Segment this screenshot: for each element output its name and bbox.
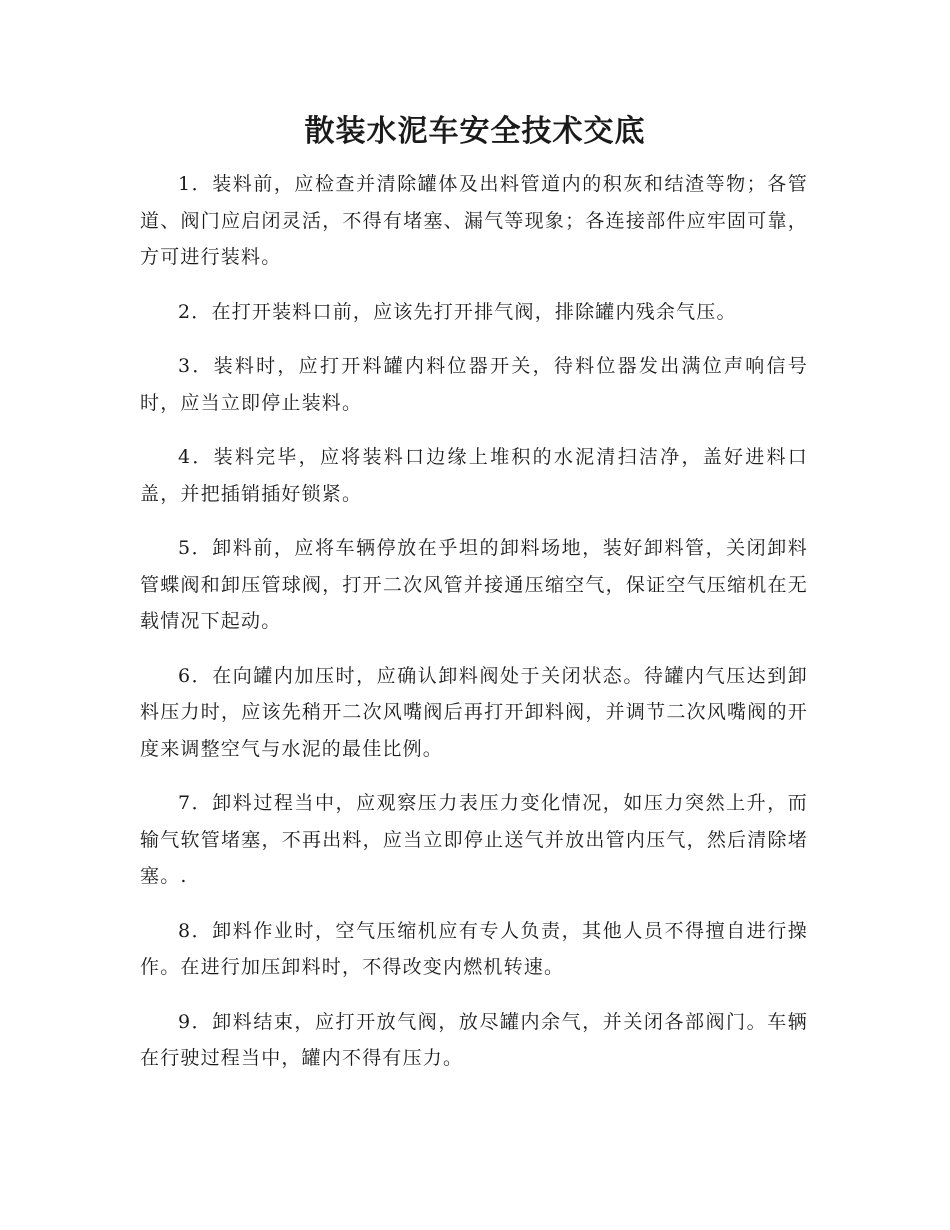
page-title: 散装水泥车安全技术交底 <box>304 114 646 149</box>
instruction-item-9: 9．卸料结束，应打开放气阀，放尽罐内余气，并关闭各部阀门。车辆在行驶过程当中，罐内不得有压力。 <box>140 1010 808 1069</box>
instruction-item-1: 1．装料前，应检查并清除罐体及出料管道内的积灰和结渣等物；各管道、阀门应启闭灵活，不得有堵塞、漏气等现象；各连接部件应牢固可靠，方可进行装料。 <box>140 173 808 268</box>
instruction-item-3: 3．装料时，应打开料罐内料位器开关，待料位器发出满位声响信号时，应当立即停止装料。 <box>140 355 808 414</box>
instruction-item-4: 4．装料完毕，应将装料口边缘上堆积的水泥清扫洁净，盖好进料口盖，并把插销插好锁紧。 <box>140 446 808 505</box>
instruction-item-5: 5．卸料前，应将车辆停放在乎坦的卸料场地，装好卸料管，关闭卸料管蝶阀和卸压管球阀，打开二次风管并接通压缩空气，保证空气压缩机在无载情况下起动。 <box>140 537 808 632</box>
instruction-item-7: 7．卸料过程当中，应观察压力表压力变化情况，如压力突然上升，而输气软管堵塞，不再出料，应当立即停止送气并放出管内压气，然后清除堵塞。. <box>140 792 808 887</box>
instruction-item-2: 2．在打开装料口前，应该先打开排气阀，排除罐内残余气压。 <box>178 300 737 323</box>
instruction-item-6: 6．在向罐内加压时，应确认卸料阀处于关闭状态。待罐内气压达到卸料压力时，应该先稍开二次风嘴阀后再打开卸料阀，并调节二次风嘴阀的开度来调整空气与水泥的最佳比例。 <box>140 664 808 760</box>
instruction-item-8: 8．卸料作业时，空气压缩机应有专人负责，其他人员不得擅自进行操作。在进行加压卸料时，不得改变内燃机转速。 <box>140 919 808 978</box>
instruction-list <box>140 166 808 1095</box>
